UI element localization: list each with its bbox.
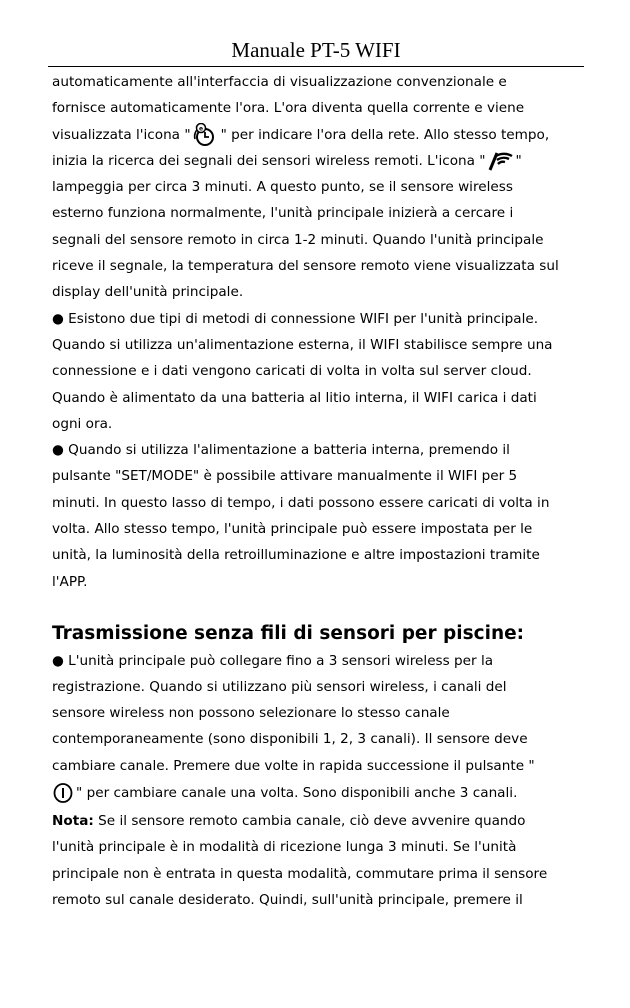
body-line: esterno funziona normalmente, l'unità principale inizierà a cercare i <box>52 205 514 222</box>
note-line <box>52 808 580 834</box>
svg-text:e: e <box>198 125 203 133</box>
body-line: unità, la luminosità della retroilluminazione e altre impostazioni tramite <box>52 547 540 564</box>
body-line: l'unità principale è in modalità di ricezione lunga 3 minuti. Se l'unità <box>52 839 517 856</box>
power-button-icon <box>52 781 76 805</box>
body-line: contemporaneamente (sono disponibili 1, 2, 3 canali). Il sensore deve <box>52 731 528 748</box>
body-line: registrazione. Quando si utilizzano più sensori wireless, i canali del <box>52 678 507 695</box>
body-line-with-icon <box>52 148 580 174</box>
paragraph-gap <box>52 595 580 621</box>
body-line: remoto sul canale desiderato. Quindi, sull'unità principale, premere il <box>52 891 523 908</box>
body-line: lampeggia per circa 3 minuti. A questo punto, se il sensore wireless <box>52 179 513 196</box>
bullet-line: ● Quando si utilizza l'alimentazione a batteria interna, premendo il <box>52 442 510 459</box>
body-line: display dell'unità principale. <box>52 284 244 301</box>
body-text: " <box>515 152 522 169</box>
body-line: pulsante "SET/MODE" è possibile attivare manualmente il WIFI per 5 <box>52 468 518 485</box>
body-line: cambiare canale. Premere due volte in rapida successione il pulsante " <box>52 757 535 774</box>
note-label: Nota: <box>52 813 94 830</box>
body-line: Quando è alimentato da una batteria al litio interna, il WIFI carica i dati <box>52 389 537 406</box>
body-line-with-icon <box>52 779 580 808</box>
page-header-title: Manuale PT-5 WIFI <box>231 38 401 62</box>
section-heading: Trasmissione senza fili di sensori per piscine: <box>52 623 525 645</box>
body-line: fornisce automaticamente l'ora. L'ora diventa quella corrente e viene <box>52 100 525 117</box>
body-line: connessione e i dati vengono caricati di volta in volta sul server cloud. <box>52 363 532 380</box>
body-line: minuti. In questo lasso di tempo, i dati possono essere caricati di volta in <box>52 494 550 511</box>
wireless-signal-icon <box>486 149 516 173</box>
body-text: " per indicare l'ora della rete. Allo stesso tempo, <box>220 126 550 143</box>
body-line: segnali del sensore remoto in circa 1-2 minuti. Quando l'unità principale <box>52 231 544 248</box>
body-line: sensore wireless non possono selezionare lo stesso canale <box>52 705 450 722</box>
time-sync-icon <box>191 123 221 147</box>
body-line: ogni ora. <box>52 415 113 432</box>
body-text: inizia la ricerca dei segnali dei sensori wireless remoti. L'icona " <box>52 152 486 169</box>
body-text: visualizzata l'icona " <box>52 126 191 143</box>
body-line: riceve il segnale, la temperatura del sensore remoto viene visualizzata sul <box>52 258 559 275</box>
bullet-line: ● Esistono due tipi di metodi di connessione WIFI per l'unità principale. <box>52 310 539 327</box>
body-line: automaticamente all'interfaccia di visualizzazione convenzionale e <box>52 74 507 90</box>
manual-body <box>52 69 580 913</box>
body-line: l'APP. <box>52 573 88 590</box>
body-line: principale non è entrata in questa modalità, commutare prima il sensore <box>52 865 548 882</box>
body-line: Quando si utilizza un'alimentazione esterna, il WIFI stabilisce sempre una <box>52 336 553 353</box>
body-text: Se il sensore remoto cambia canale, ciò deve avvenire quando <box>93 813 526 830</box>
body-text: " per cambiare canale una volta. Sono disponibili anche 3 canali. <box>76 785 518 802</box>
bullet-line: ● L'unità principale può collegare fino a 3 sensori wireless per la <box>52 652 494 669</box>
body-line: volta. Allo stesso tempo, l'unità principale può essere impostata per le <box>52 521 533 538</box>
header-divider <box>48 66 584 67</box>
body-line-with-icon <box>52 122 580 148</box>
